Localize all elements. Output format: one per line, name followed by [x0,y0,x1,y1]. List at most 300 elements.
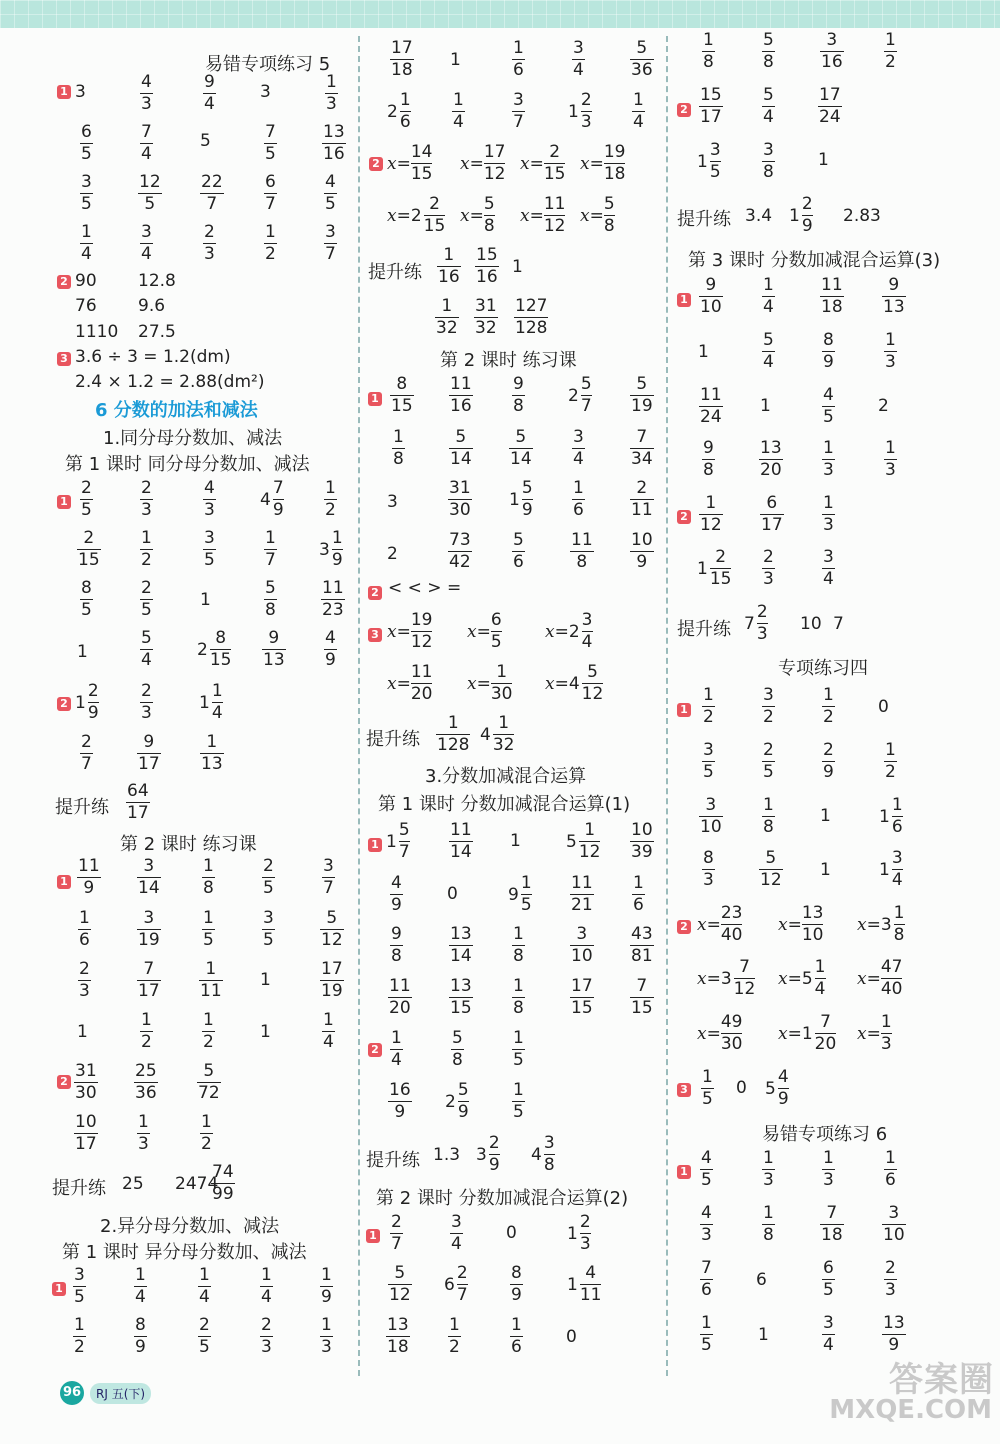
fraction [322,856,335,899]
denominator: 15 [571,998,593,1018]
fraction [778,1067,789,1110]
answer-text: 1 [818,150,829,170]
variable-x: x [778,968,788,989]
denominator: 5 [144,194,156,214]
question-number-badge: 2 [677,103,691,117]
denominator: 3 [204,244,215,264]
fraction [630,38,654,81]
fraction [721,903,743,946]
mixed-number [480,713,514,756]
denominator: 3 [701,1225,712,1245]
denominator: 23 [322,600,344,620]
denominator: 14 [510,449,532,469]
denominator: 8 [763,1225,774,1245]
variable-x: x [545,673,555,694]
fraction [390,873,403,916]
fraction [203,528,216,571]
denominator: 7 [323,878,334,898]
mixed-number [319,528,343,571]
denominator: 5 [263,878,274,898]
fraction [510,1263,523,1306]
numerator: 11 [389,976,411,996]
variable-x: x [697,1023,707,1044]
numerator: 1 [513,1028,524,1048]
numerator: 2 [391,1212,402,1232]
numerator: 1 [513,1080,524,1100]
numerator: 11 [821,275,843,295]
equals-sign: = [476,673,491,694]
equation-answer [697,903,742,946]
numerator: 3 [823,547,834,567]
numerator: 1 [823,493,834,513]
denominator: 24 [700,407,722,427]
fraction [512,924,525,967]
denominator: 8 [763,52,774,72]
numerator: 64 [127,781,149,801]
numerator: 7 [826,1203,838,1223]
denominator: 40 [880,979,903,999]
fraction [822,547,835,590]
answer-text: 2474 [175,1174,219,1194]
fraction [262,908,275,951]
mixed-number [879,848,903,891]
denominator: 2 [74,1337,85,1357]
equals-sign: = [787,968,802,989]
numerator: 3 [74,1265,85,1285]
fraction [884,330,897,373]
numerator: 7 [143,959,155,979]
section-heading: 易错专项练习 6 [762,1124,888,1145]
fraction [892,848,903,891]
denominator: 14 [450,946,472,966]
fraction [489,1133,500,1176]
fraction [388,976,412,1019]
denominator: 10 [801,925,824,945]
numerator: 1 [325,478,336,498]
numerator: 1 [443,245,455,265]
denominator: 20 [410,684,433,704]
mixed-number [444,1263,468,1306]
numerator: 1 [880,1012,892,1032]
denominator: 19 [138,930,160,950]
numerator: 1 [496,662,508,682]
numerator: 9 [268,628,280,648]
equation-answer [545,610,593,653]
denominator: 18 [391,60,413,80]
fraction [581,374,592,417]
mixed-number [260,478,284,521]
equals-sign: = [866,914,881,935]
denominator: 8 [576,552,588,572]
fraction [484,142,506,185]
answer-text: 10 [800,614,822,634]
numerator: 3 [204,528,215,548]
denominator: 2 [141,550,152,570]
numerator: 1 [573,478,584,498]
numerator: 6 [766,493,778,513]
fraction [491,610,502,653]
denominator: 5 [702,1089,713,1109]
fraction [702,740,715,783]
fraction [390,924,403,967]
fraction [137,1112,150,1155]
fraction [762,140,775,183]
numerator: 1 [703,30,714,50]
fraction [390,1028,403,1071]
fraction [702,848,715,891]
equation-answer [467,610,502,653]
numerator: 10 [631,820,653,840]
denominator: 5 [701,1170,712,1190]
variable-x: x [520,153,530,174]
numerator: 4 [391,873,402,893]
question-number-badge: 2 [57,697,71,711]
numerator: 25 [135,1061,157,1081]
denominator: 4 [204,94,215,114]
mixed-number [199,681,223,724]
whole-part: 4 [480,724,491,745]
numerator: 3 [263,908,274,928]
fraction [324,628,337,671]
numerator: 3 [143,908,155,928]
denominator: 12 [410,632,433,652]
section-heading: 提升练 [366,729,420,750]
denominator: 5 [703,762,714,782]
denominator: 128 [515,318,548,338]
numerator: 5 [398,820,410,840]
fraction [894,903,905,946]
fraction [264,172,277,215]
answer-text: 1 [200,590,211,610]
numerator: 8 [823,330,834,350]
denominator: 18 [603,164,626,184]
fraction [512,1080,525,1123]
numerator: 13 [387,1315,409,1335]
denominator: 7 [456,1285,468,1305]
fraction [74,1061,98,1104]
whole-part: 2 [197,639,208,660]
numerator: 1 [702,1067,713,1087]
numerator: 19 [410,610,433,630]
numerator: 5 [636,38,648,58]
numerator: 1 [893,903,905,923]
whole-part: 5 [765,1078,776,1099]
fraction [700,1148,713,1191]
denominator: 3 [880,1034,892,1054]
denominator: 4 [451,1234,462,1254]
denominator: 10 [700,817,722,837]
numerator: 4 [325,172,336,192]
question-number-badge: 2 [368,1043,382,1057]
variable-x: x [857,968,867,989]
fraction [199,959,223,1002]
denominator: 10 [700,297,722,317]
fraction [203,72,216,115]
fraction [399,820,410,863]
numerator: 2 [429,194,440,214]
denominator: 42 [449,552,471,572]
numerator: 11 [410,662,433,682]
denominator: 39 [631,842,653,862]
section-heading: 易错专项练习 5 [205,54,331,75]
denominator: 2 [823,707,834,727]
fraction [73,1265,86,1308]
fraction [134,1315,147,1358]
equals-sign: = [866,1023,881,1044]
fraction [137,856,161,899]
question-number-badge: 2 [57,1075,71,1089]
numerator: 2 [580,90,592,110]
answer-text: 5 [200,131,211,151]
numerator: 2 [715,547,727,567]
fraction [203,478,216,521]
numerator: 6 [490,610,502,630]
fraction [392,427,405,470]
fraction [386,1315,410,1358]
watermark-logo: 答案圈 [889,1360,994,1400]
denominator: 3 [823,515,834,535]
variable-x: x [387,153,397,174]
denominator: 128 [437,735,470,755]
mixed-number [568,374,592,417]
denominator: 18 [387,1337,409,1357]
fraction [822,1258,835,1301]
fraction [882,1313,906,1356]
numerator: 9 [513,374,524,394]
denominator: 9 [325,650,336,670]
fraction [400,90,411,133]
denominator: 15 [78,550,100,570]
fraction [802,903,824,946]
equals-sign: = [706,914,721,935]
fraction [437,245,461,288]
numerator: 3 [705,795,717,815]
whole-part: 2 [568,385,579,406]
denominator: 13 [263,650,285,670]
fraction [388,1080,412,1123]
denominator: 2 [763,707,774,727]
denominator: 12 [578,842,601,862]
fraction [762,275,775,318]
numerator: 2 [756,602,768,622]
fraction [324,478,337,521]
denominator: 5 [74,1287,85,1307]
denominator: 7 [580,396,592,416]
fraction [762,30,775,73]
equals-sign: = [787,1023,802,1044]
equation-answer [467,662,512,705]
denominator: 5 [823,1280,834,1300]
whole-part: 4 [531,1144,542,1165]
numerator: 3 [703,740,714,760]
fraction [264,122,277,165]
fraction [632,90,645,133]
answer-text: 0 [447,884,458,904]
fraction [322,122,346,165]
answer-text: 2 [878,396,889,416]
denominator: 4 [633,112,644,132]
numerator: 4 [204,478,215,498]
denominator: 2 [703,707,714,727]
denominator: 9 [394,1102,406,1122]
whole-part: 6 [444,1274,455,1295]
numerator: 2 [87,681,99,701]
answer-text: 1 [77,1022,88,1042]
numerator: 1 [206,732,218,752]
answer-text: 7 [833,614,844,634]
answer-text: 1 [698,342,709,362]
fraction [884,740,897,783]
numerator: 2 [141,578,152,598]
fraction [514,296,548,339]
fraction [580,1212,591,1255]
fraction [137,959,161,1002]
numerator: 2 [261,1315,272,1335]
answer-text: 1 [77,642,88,662]
fraction [388,1263,412,1306]
denominator: 15 [209,650,232,670]
numerator: 2 [141,681,152,701]
numerator: 13 [450,924,472,944]
fraction [699,275,723,318]
denominator: 24 [819,107,841,127]
denominator: 13 [883,297,905,317]
fraction [570,976,594,1019]
numerator: 5 [457,1080,469,1100]
denominator: 8 [703,52,714,72]
mixed-number [476,1133,500,1176]
numerator: 1 [205,959,217,979]
fraction [484,194,495,237]
mixed-number [386,820,410,863]
numerator: 1 [449,1315,460,1335]
denominator: 8 [763,817,774,837]
variable-x: x [580,153,590,174]
whole-part: 1 [567,1223,578,1244]
numerator: 13 [801,903,824,923]
numerator: 5 [203,1061,215,1081]
fraction [126,781,150,824]
fraction [140,222,153,265]
fraction [262,628,286,671]
answer-text: 0 [878,697,889,717]
fraction [822,330,835,373]
fraction [73,1315,86,1358]
numerator: 3 [143,856,155,876]
numerator: 3 [891,848,903,868]
numerator: 1 [81,222,92,242]
fraction [630,478,654,521]
equals-sign: = [529,205,544,226]
denominator: 6 [891,817,903,837]
denominator: 9 [87,703,99,723]
equation-answer [778,1012,836,1055]
equation-answer [697,1012,742,1055]
denominator: 4 [323,1032,334,1052]
section-heading: 提升练 [52,1178,106,1199]
numerator: 7 [636,976,648,996]
question-number-badge: 1 [57,85,71,99]
denominator: 3 [823,460,834,480]
denominator: 10 [883,1225,905,1245]
fraction [570,873,594,916]
fraction [604,142,626,185]
fraction [882,1203,906,1246]
denominator: 17 [138,754,160,774]
denominator: 16 [821,52,843,72]
fraction [260,1265,273,1308]
numerator: 4 [701,1203,712,1223]
numerator: 17 [483,142,506,162]
fraction [699,85,723,128]
fraction [630,530,654,573]
fraction [700,1258,713,1301]
numerator: 1 [511,1315,522,1335]
fraction [211,1162,235,1205]
fraction [762,85,775,128]
fraction [77,528,101,571]
denominator: 13 [201,754,223,774]
numerator: 5 [452,1028,463,1048]
fraction [264,578,277,621]
answer-text: 2.83 [843,206,881,226]
denominator: 32 [475,318,497,338]
question-number-badge: 2 [677,510,691,524]
answer-text: 1 [758,1325,769,1345]
numerator: 4 [777,1067,789,1087]
fraction [140,578,153,621]
fraction [324,172,337,215]
answer-text: 6 [756,1270,767,1290]
denominator: 4 [763,352,774,372]
section-heading: 第 2 课时 练习课 [440,350,577,371]
fraction [198,1315,211,1358]
fraction [815,1012,837,1055]
fraction [262,856,275,899]
fraction [700,1203,713,1246]
fraction [881,957,903,1000]
numerator: 1 [763,1203,774,1223]
denominator: 9 [321,1287,332,1307]
numerator: 5 [265,578,276,598]
fraction [699,385,723,428]
numerator: 1 [885,330,896,350]
fraction [77,856,101,899]
fraction [320,1315,333,1358]
equation-answer [778,957,826,1000]
numerator: 1 [79,908,90,928]
fraction [458,1080,469,1123]
fraction [140,478,153,521]
denominator: 7 [81,754,92,774]
equals-sign: = [866,968,881,989]
mixed-number [508,873,532,916]
numerator: 1 [701,1313,712,1333]
denominator: 3 [321,1337,332,1357]
fraction [759,438,783,481]
equation-answer [697,957,755,1000]
numerator: 3 [513,90,524,110]
numerator: 1 [520,873,532,893]
numerator: 11 [543,194,566,214]
denominator: 14 [450,449,472,469]
denominator: 5 [204,550,215,570]
fraction [80,222,93,265]
denominator: 17 [761,515,783,535]
fraction [721,1012,743,1055]
mixed-number [509,478,533,521]
denominator: 12 [321,930,343,950]
